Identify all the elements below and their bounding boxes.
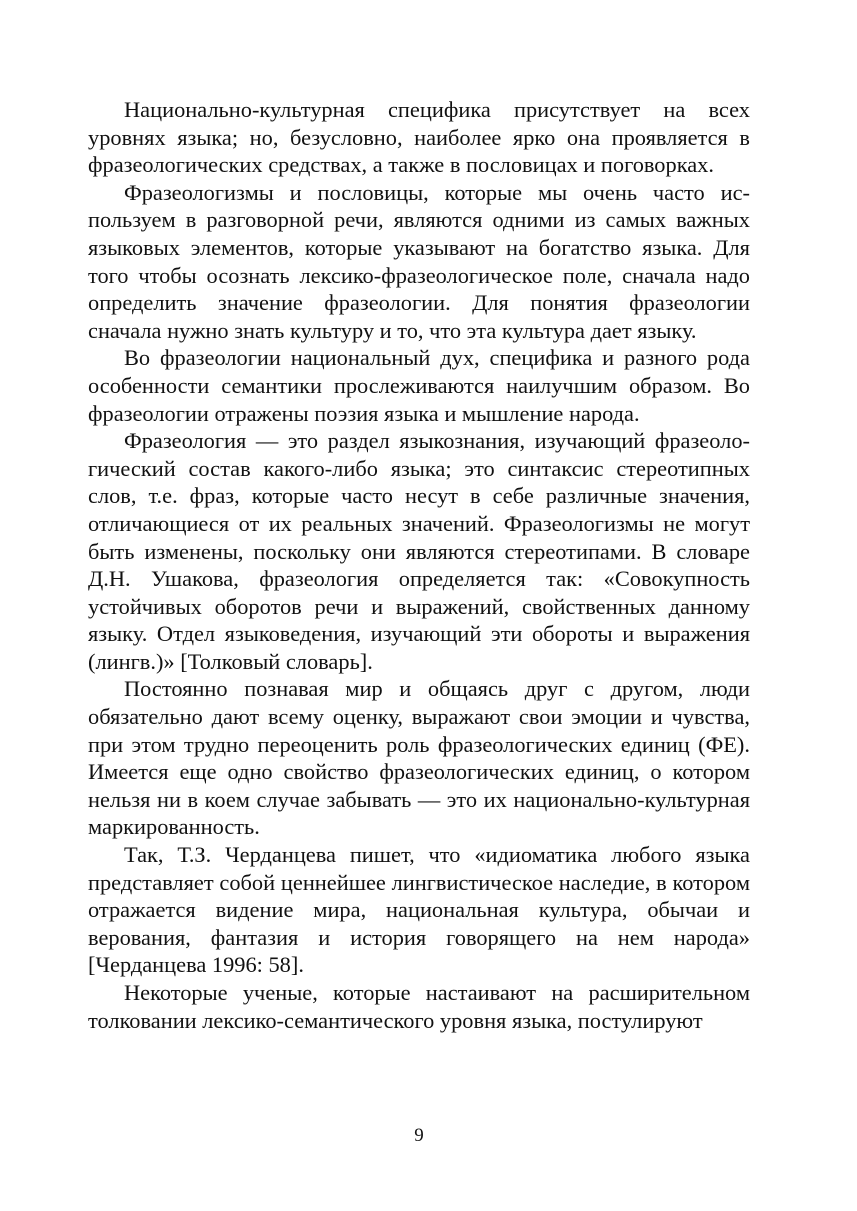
body-text [88, 96, 750, 1034]
paragraph-1: Национально-культурная специфика присутствует на всех уровнях языка; но, безусловно, наиболее ярко она проявляется в фразеологических средствах, а также в пословицах и поговорках. [88, 97, 750, 178]
page-number: 9 [414, 1125, 424, 1146]
paragraph-5: Постоянно познавая мир и общаясь друг с другом, люди обязательно дают всему оценку, выражают свои эмоции и чувства, при этом трудно переоценить роль фразеологических единиц (ФЕ). Имеется еще одно свойство фразеологических единиц, о котором нельзя ни в коем случае забывать — это их национально-культурная маркированность. [88, 676, 750, 840]
paragraph-6: Так, Т.З. Черданцева пишет, что «идиоматика любого языка представляет собой ценнейшее лингвистическое наследие, в котором отражается видение мира, национальная культура, обычаи и верования, фантазия и история говорящего на нем народа» [Черданцева 1996: 58]. [88, 842, 750, 978]
paragraph-4: Фразеология — это раздел языкознания, изучающий фразеологический состав какого-либо языка; это синтаксис стереотипных слов, т.е. фраз, которые часто несут в себе различные значения, отличающиеся от их реальных значений. Фразеологизмы не могут быть изменены, поскольку они являются стереотипами. В словаре Д.Н. Ушакова, фразеология определяется так: «Совокупность устойчивых оборотов речи и выражений, свойственных данному языку. Отдел языковедения, изучающий эти обороты и выражения (лингв.)» [Толковый словарь]. [88, 428, 750, 674]
paragraph-3: Во фразеологии национальный дух, специфика и разного рода особенности семантики прослеживаются наилучшим образом. Во фразеологии отражены поэзия языка и мышление народа. [88, 345, 750, 426]
paragraph-2: Фразеологизмы и пословицы, которые мы очень часто используем в разговорной речи, являются одними из самых важных языковых элементов, которые указывают на богатство языка. Для того чтобы осознать лексико-фразеологическое поле, сначала надо определить значение фразеологии. Для понятия фразеологии сначала нужно знать культуру и то, что эта культура дает языку. [88, 179, 750, 343]
paragraph-7: Некоторые ученые, которые настаивают на расширительном толковании лексико-семантического уровня языка, постулируют [88, 980, 750, 1033]
